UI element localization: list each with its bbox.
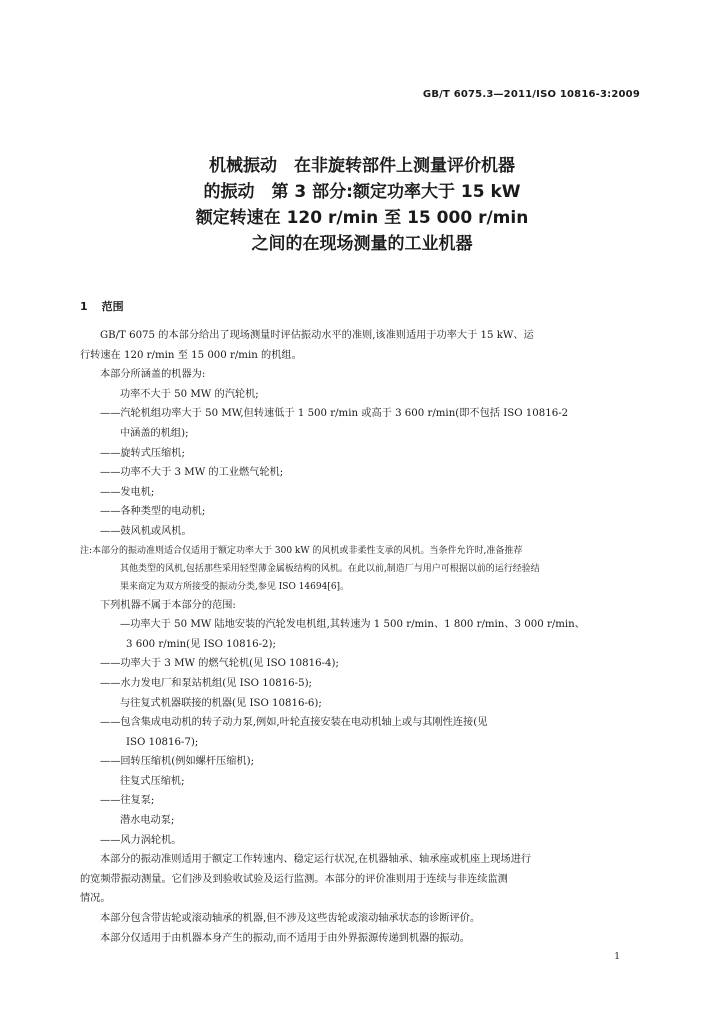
paragraph-line: 本部分所涵盖的机器为:: [100, 369, 206, 381]
section-title: 范围: [101, 300, 124, 313]
list-item: ——功率大于 3 MW 的燃气轮机(见 ISO 10816-4);: [100, 658, 339, 670]
title-line: 额定转速在 120 r/min 至 15 000 r/min: [195, 208, 529, 228]
title-line: 的振动 第 3 部分:额定功率大于 15 kW: [203, 182, 521, 202]
list-item: ——旋转式压缩机;: [100, 447, 185, 459]
list-item: ISO 10816-7);: [126, 736, 199, 748]
paragraph-line: 本部分仅适用于由机器本身产生的振动,而不适用于由外界振源传递到机器的振动。: [100, 932, 470, 944]
list-item: ——风力涡轮机。: [100, 834, 182, 846]
paragraph-line: 下列机器不属于本部分的范围:: [100, 599, 236, 611]
paragraph-line: 的宽频带振动测量。它们涉及到验收试验及运行监测。本部分的评价准则用于连续与非连续监测: [80, 873, 508, 885]
list-item: ——汽轮机组功率大于 50 MW,但转速低于 1 500 r/min 或高于 3 600 r/min(即不包括 ISO 10816-2: [100, 408, 569, 420]
list-item: 往复式压缩机;: [120, 775, 185, 787]
list-item: ——鼓风机或风机。: [100, 525, 192, 537]
note-line: 注:本部分的振动准则适合仅适用于额定功率大于 300 kW 的风机或非柔性支承的风机。当条件允许时,准备推荐: [80, 545, 523, 556]
paragraph-line: 本部分包含带齿轮或滚动轴承的机器,但不涉及这些齿轮或滚动轴承状态的诊断评价。: [100, 913, 481, 925]
list-item: 3 600 r/min(见 ISO 10816-2);: [126, 638, 276, 650]
list-item: 中涵盖的机组);: [120, 427, 189, 439]
list-item: 与往复式机器联接的机器(见 ISO 10816-6);: [120, 697, 322, 709]
page-number: 1: [614, 952, 620, 962]
list-item: ——功率不大于 3 MW 的工业燃气轮机;: [100, 467, 284, 479]
title-line: 机械振动 在非旋转部件上测量评价机器: [209, 156, 515, 176]
paragraph-line: 行转速在 120 r/min 至 15 000 r/min 的机组。: [80, 349, 302, 361]
document-title: [0, 153, 724, 257]
list-item: ——往复泵;: [100, 795, 155, 807]
standard-code: GB/T 6075.3—2011/ISO 10816-3:2009: [422, 89, 640, 100]
list-item: 功率不大于 50 MW 的汽轮机;: [120, 388, 259, 400]
paragraph-line: 情况。: [80, 893, 111, 905]
paragraph-line: 本部分的振动准则适用于额定工作转速内、稳定运行状况,在机器轴承、轴承座或机座上现场进行: [100, 854, 532, 866]
section-number: 1: [80, 300, 88, 313]
list-item: ——各种类型的电动机;: [100, 506, 206, 518]
list-item: ——包含集成电动机的转子动力泵,例如,叶轮直接安装在电动机轴上或与其刚性连接(见: [100, 717, 488, 729]
list-item: —功率大于 50 MW 陆地安装的汽轮发电机组,其转速为 1 500 r/min、1 800 r/min、3 000 r/min、: [120, 619, 585, 631]
note-line: 其他类型的风机,包括那些采用轻型薄金属板结构的风机。在此以前,制造厂与用户可根据以前的运行经验结: [120, 563, 540, 574]
note-line: 果来商定为双方所接受的振动分类,参见 ISO 14694[6]。: [120, 581, 350, 592]
list-item: 潜水电动泵;: [120, 815, 175, 827]
scope-body: [80, 326, 644, 948]
section-heading: [80, 298, 124, 314]
list-item: ——水力发电厂和泵站机组(见 ISO 10816-5);: [100, 677, 312, 689]
paragraph-line: GB/T 6075 的本部分给出了现场测量时评估振动水平的准则,该准则适用于功率大于 15 kW、运: [100, 330, 534, 341]
title-line: 之间的在现场测量的工业机器: [251, 234, 473, 254]
list-item: ——回转压缩机(例如螺杆压缩机);: [100, 756, 255, 768]
list-item: ——发电机;: [100, 486, 155, 498]
